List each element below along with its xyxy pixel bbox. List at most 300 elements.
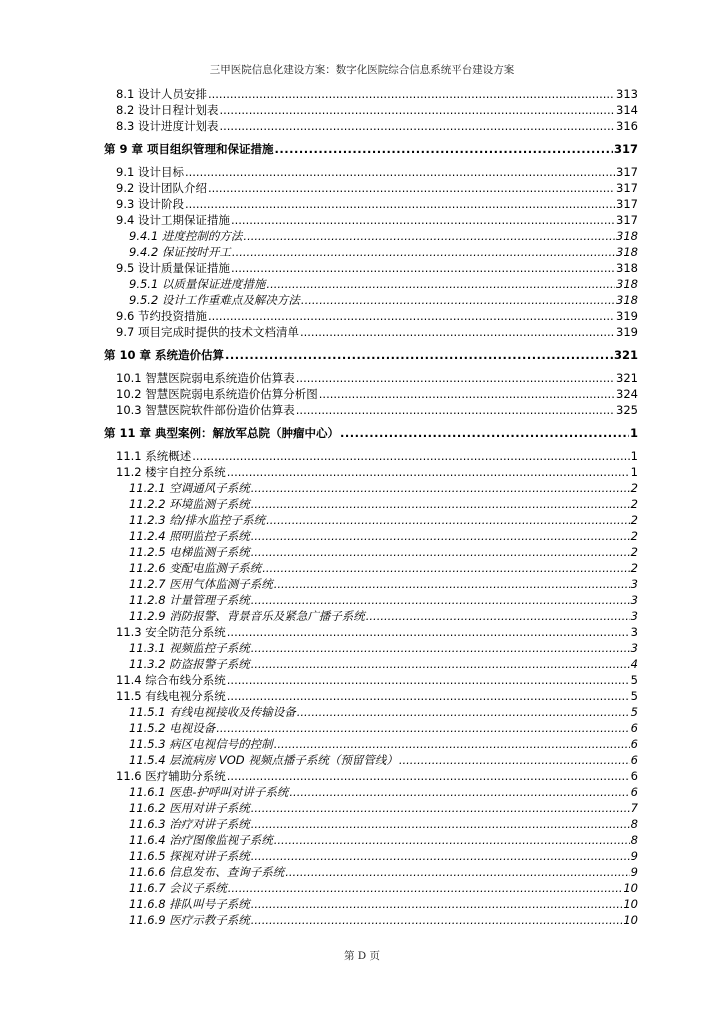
toc-page-number: 2 xyxy=(630,481,638,495)
toc-entry-title: 有线电视分系统 xyxy=(145,689,226,703)
toc-entry-label xyxy=(129,244,231,260)
dot-leader xyxy=(251,496,630,512)
toc-entry-title: 电视设备 xyxy=(169,721,216,735)
toc-entry-title: 照明监控子系统 xyxy=(169,529,250,543)
toc-entry-title: 视频监控子系统 xyxy=(169,641,250,655)
toc-entry[interactable] xyxy=(104,816,638,832)
toc-entry-number: 9.1 xyxy=(116,165,135,179)
toc-entry-label xyxy=(129,656,250,672)
toc-entry-title: 空调通风子系统 xyxy=(169,481,250,495)
toc-page-number: 5 xyxy=(630,705,638,719)
toc-entry-number: 11.5.2 xyxy=(129,721,166,735)
toc-entry-number: 9.7 xyxy=(116,325,135,339)
toc-entry-number: 11.6.9 xyxy=(129,913,166,927)
toc-entry[interactable] xyxy=(104,544,638,560)
toc-entry-number: 11.5 xyxy=(116,689,142,703)
toc-entry[interactable] xyxy=(104,276,638,292)
toc-entry-label xyxy=(129,480,250,496)
toc-page-number: 317 xyxy=(616,213,638,227)
toc-page-number: 319 xyxy=(616,309,638,323)
toc-entry-number: 11.2 xyxy=(116,465,142,479)
toc-entry-label xyxy=(129,816,250,832)
toc-page-number: 3 xyxy=(630,625,638,639)
toc-entry-number: 9.5.2 xyxy=(129,293,159,307)
toc-entry-label xyxy=(129,832,273,848)
toc-page-number: 8 xyxy=(630,833,638,847)
toc-entry[interactable] xyxy=(104,800,638,816)
dot-leader xyxy=(251,544,630,560)
toc-page-number: 6 xyxy=(630,785,638,799)
toc-entry-title: 信息发布、查询子系统 xyxy=(169,865,285,879)
toc-entry-title: 智慧医院弱电系统造价估算表 xyxy=(145,371,295,385)
toc-entry[interactable] xyxy=(104,704,638,720)
toc-entry-label xyxy=(129,640,250,656)
toc-entry[interactable] xyxy=(104,528,638,544)
toc-entry-title: 楼宇自控分系统 xyxy=(145,465,226,479)
dot-leader xyxy=(227,624,630,640)
toc-page-number: 2 xyxy=(630,561,638,575)
toc-page-number: 1 xyxy=(630,449,638,463)
toc-entry-label xyxy=(116,196,184,212)
dot-leader xyxy=(185,196,615,212)
dot-leader xyxy=(185,164,615,180)
dot-leader xyxy=(251,640,630,656)
toc-page-number: 2 xyxy=(630,513,638,527)
toc-page-number: 314 xyxy=(616,103,638,117)
dot-leader xyxy=(228,880,623,896)
toc-page-number: 321 xyxy=(613,348,638,362)
toc-entry[interactable] xyxy=(104,324,638,340)
dot-leader xyxy=(319,386,615,402)
toc-entry-label xyxy=(104,424,339,442)
toc-entry-label xyxy=(129,560,261,576)
toc-entry-title: 会议子系统 xyxy=(169,881,227,895)
toc-entry-title: 设计人员安排 xyxy=(137,87,207,101)
toc-entry[interactable] xyxy=(104,464,638,480)
toc-entry[interactable] xyxy=(104,768,638,784)
dot-leader xyxy=(266,512,630,528)
toc-entry-title: 医用气体监测子系统 xyxy=(169,577,273,591)
toc-entry[interactable] xyxy=(104,736,638,752)
dot-leader xyxy=(300,324,615,340)
toc-page-number: 317 xyxy=(616,181,638,195)
toc-entry[interactable] xyxy=(104,180,638,196)
toc-entry-number: 10.2 xyxy=(116,387,142,401)
toc-entry-label xyxy=(116,688,226,704)
dot-leader xyxy=(366,608,630,624)
toc-entry-number: 11.2.9 xyxy=(129,609,166,623)
toc-chapter-entry[interactable] xyxy=(104,346,638,364)
toc-entry-number: 9.5 xyxy=(116,261,135,275)
toc-page-number: 9 xyxy=(630,865,638,879)
toc-entry[interactable] xyxy=(104,848,638,864)
toc-page-number: 324 xyxy=(616,387,638,401)
toc-entry[interactable] xyxy=(104,896,638,912)
toc-entry[interactable] xyxy=(104,402,638,418)
toc-page-number: 317 xyxy=(613,142,638,156)
toc-entry-title: 探视对讲子系统 xyxy=(169,849,250,863)
toc-entry-title: 医患-护呼叫对讲子系统 xyxy=(169,785,289,799)
toc-entry-number: 9.5.1 xyxy=(129,277,159,291)
toc-entry-number: 9.2 xyxy=(116,181,135,195)
toc-entry-title: 环境监测子系统 xyxy=(169,497,250,511)
toc-page-number: 318 xyxy=(616,293,638,307)
toc-entry-title: 防盗报警子系统 xyxy=(169,657,250,671)
toc-entry-number: 11.2.1 xyxy=(129,481,166,495)
dot-leader xyxy=(340,424,629,442)
toc-entry[interactable] xyxy=(104,576,638,592)
toc-entry-number: 11.3.1 xyxy=(129,641,166,655)
dot-leader xyxy=(296,402,615,418)
toc-entry-label xyxy=(116,402,295,418)
toc-entry-title: 病区电视信号的控制 xyxy=(169,737,273,751)
toc-chapter-entry[interactable] xyxy=(104,140,638,158)
toc-entry[interactable] xyxy=(104,608,638,624)
toc-entry-number: 10.1 xyxy=(116,371,142,385)
toc-entry-label xyxy=(129,544,250,560)
toc-entry-label xyxy=(116,102,218,118)
dot-leader xyxy=(208,180,615,196)
toc-entry-number: 11.2.4 xyxy=(129,529,166,543)
toc-page-number: 8 xyxy=(630,817,638,831)
dot-leader xyxy=(251,800,630,816)
dot-leader xyxy=(219,118,615,134)
toc-entry-label xyxy=(129,848,250,864)
toc-entry-label xyxy=(116,86,207,102)
toc-page-number: 2 xyxy=(630,497,638,511)
toc-entry-number: 11.6 xyxy=(116,769,142,783)
toc-page-number: 317 xyxy=(616,165,638,179)
toc-entry-number: 11.2.2 xyxy=(129,497,166,511)
toc-entry-label xyxy=(129,784,288,800)
toc-entry-label xyxy=(129,496,250,512)
toc-entry-number: 第 10 章 xyxy=(104,348,152,362)
toc-entry-number: 11.6.7 xyxy=(129,881,166,895)
toc-entry-title: 治疗图像监视子系统 xyxy=(169,833,273,847)
toc-entry-number: 9.3 xyxy=(116,197,135,211)
toc-entry[interactable] xyxy=(104,592,638,608)
toc-page-number: 319 xyxy=(616,325,638,339)
toc-entry-title: 消防报警、背景音乐及紧急广播子系统 xyxy=(169,609,365,623)
toc-entry[interactable] xyxy=(104,656,638,672)
dot-leader xyxy=(296,370,615,386)
toc-entry-label xyxy=(116,164,184,180)
toc-entry[interactable] xyxy=(104,512,638,528)
toc-entry-title: 系统概述 xyxy=(145,449,192,463)
toc-entry[interactable] xyxy=(104,832,638,848)
toc-entry[interactable] xyxy=(104,228,638,244)
toc-entry[interactable] xyxy=(104,164,638,180)
toc-entry-number: 11.2.7 xyxy=(129,577,166,591)
toc-entry[interactable] xyxy=(104,386,638,402)
toc-page-number: 6 xyxy=(630,753,638,767)
toc-entry[interactable] xyxy=(104,784,638,800)
toc-entry-label xyxy=(129,752,398,768)
toc-entry-title: 设计团队介绍 xyxy=(137,181,207,195)
dot-leader xyxy=(251,848,630,864)
toc-page-number: 318 xyxy=(616,229,638,243)
toc-entry-number: 9.6 xyxy=(116,309,135,323)
toc-page-number: 318 xyxy=(616,277,638,291)
toc-entry-number: 11.6.3 xyxy=(129,817,166,831)
toc-entry[interactable] xyxy=(104,480,638,496)
toc-entry-number: 第 11 章 xyxy=(104,426,152,440)
toc-entry-number: 第 9 章 xyxy=(104,142,144,156)
toc-entry-title: 项目组织管理和保证措施 xyxy=(147,142,274,156)
table-of-contents xyxy=(104,86,638,928)
toc-entry-title: 设计工期保证措施 xyxy=(137,213,230,227)
toc-entry[interactable] xyxy=(104,688,638,704)
toc-entry-label xyxy=(116,386,318,402)
toc-page-number: 6 xyxy=(630,737,638,751)
toc-entry-label xyxy=(116,118,218,134)
toc-entry[interactable] xyxy=(104,370,638,386)
toc-entry-label xyxy=(116,308,207,324)
toc-entry-title: 排队叫号子系统 xyxy=(169,897,250,911)
toc-entry-title: 设计目标 xyxy=(137,165,184,179)
toc-entry[interactable] xyxy=(104,560,638,576)
toc-entry-label xyxy=(129,912,250,928)
toc-page-number: 317 xyxy=(616,197,638,211)
dot-leader xyxy=(251,528,630,544)
dot-leader xyxy=(243,228,615,244)
toc-entry[interactable] xyxy=(104,308,638,324)
toc-entry[interactable] xyxy=(104,448,638,464)
toc-entry-number: 11.1 xyxy=(116,449,142,463)
dot-leader xyxy=(275,140,613,158)
toc-entry-label xyxy=(129,512,265,528)
toc-entry-number: 8.3 xyxy=(116,119,135,133)
toc-entry-label xyxy=(129,896,250,912)
toc-entry-title: 设计日程计划表 xyxy=(137,103,219,117)
toc-entry-number: 8.1 xyxy=(116,87,135,101)
toc-entry-number: 10.3 xyxy=(116,403,142,417)
toc-page-number: 4 xyxy=(630,657,638,671)
toc-page-number: 3 xyxy=(630,641,638,655)
toc-entry-title: 以质量保证进度措施 xyxy=(161,277,266,291)
toc-entry-title: 有线电视接收及传输设备 xyxy=(169,705,296,719)
toc-entry[interactable] xyxy=(104,102,638,118)
toc-entry-title: 变配电监测子系统 xyxy=(169,561,262,575)
dot-leader xyxy=(266,276,615,292)
toc-entry-title: 医用对讲子系统 xyxy=(169,801,250,815)
toc-entry-title: 安全防范分系统 xyxy=(145,625,226,639)
toc-entry-title: 电梯监测子系统 xyxy=(169,545,250,559)
toc-entry-label xyxy=(129,592,250,608)
page-footer: 第 D 页 xyxy=(343,950,381,962)
toc-entry-number: 11.6.6 xyxy=(129,865,166,879)
toc-entry[interactable] xyxy=(104,196,638,212)
toc-page-number: 321 xyxy=(616,371,638,385)
dot-leader xyxy=(227,688,630,704)
toc-page-number: 313 xyxy=(616,87,638,101)
toc-entry-title: 智慧医院弱电系统造价估算分析图 xyxy=(145,387,318,401)
toc-page-number: 6 xyxy=(630,769,638,783)
page-header: 三甲医院信息化建设方案：数字化医院综合信息系统平台建设方案 xyxy=(209,64,515,76)
dot-leader xyxy=(231,212,615,228)
toc-entry-title: 进度控制的方法 xyxy=(161,229,243,243)
toc-entry-label xyxy=(116,212,230,228)
toc-entry[interactable] xyxy=(104,624,638,640)
toc-entry-number: 11.2.6 xyxy=(129,561,166,575)
dot-leader xyxy=(227,672,630,688)
toc-entry[interactable] xyxy=(104,212,638,228)
toc-entry-title: 计量管理子系统 xyxy=(169,593,250,607)
toc-entry-title: 节约投资措施 xyxy=(137,309,207,323)
dot-leader xyxy=(208,86,615,102)
toc-page-number: 9 xyxy=(630,849,638,863)
toc-entry-label xyxy=(129,276,265,292)
toc-entry-title: 医疗示教子系统 xyxy=(169,913,250,927)
toc-entry-title: 设计阶段 xyxy=(137,197,184,211)
dot-leader xyxy=(231,260,615,276)
toc-entry-label xyxy=(129,800,250,816)
toc-entry-label xyxy=(129,528,250,544)
toc-entry-title: 项目完成时提供的技术文档清单 xyxy=(137,325,299,339)
dot-leader xyxy=(219,102,615,118)
toc-entry[interactable] xyxy=(104,752,638,768)
toc-page-number: 316 xyxy=(616,119,638,133)
toc-entry-number: 11.6.4 xyxy=(129,833,166,847)
toc-entry-title: 保证按时开工 xyxy=(161,245,231,259)
toc-entry-number: 11.2.8 xyxy=(129,593,166,607)
dot-leader xyxy=(262,560,629,576)
toc-entry-label xyxy=(116,624,226,640)
toc-page-number: 1 xyxy=(630,465,638,479)
dot-leader xyxy=(192,448,629,464)
toc-entry-label xyxy=(116,464,226,480)
toc-entry-number: 9.4.2 xyxy=(129,245,159,259)
dot-leader xyxy=(251,912,623,928)
toc-entry[interactable] xyxy=(104,292,638,308)
dot-leader xyxy=(274,576,630,592)
toc-entry[interactable] xyxy=(104,672,638,688)
toc-chapter-entry[interactable] xyxy=(104,424,638,442)
toc-entry-number: 11.3.2 xyxy=(129,657,166,671)
toc-page-number: 3 xyxy=(630,609,638,623)
toc-page-number: 6 xyxy=(630,721,638,735)
toc-page-number: 5 xyxy=(630,689,638,703)
toc-page-number: 7 xyxy=(630,801,638,815)
dot-leader xyxy=(274,736,630,752)
toc-entry-label xyxy=(129,880,227,896)
toc-entry-number: 11.6.1 xyxy=(129,785,166,799)
toc-entry[interactable] xyxy=(104,864,638,880)
dot-leader xyxy=(301,292,615,308)
toc-entry-label xyxy=(129,720,215,736)
toc-page-number: 2 xyxy=(630,545,638,559)
toc-entry-label xyxy=(129,608,365,624)
toc-entry-title: 典型案例：解放军总院（肿瘤中心） xyxy=(155,426,340,440)
toc-entry-title: 层流病房 VOD 视频点播子系统（预留管线） xyxy=(169,753,398,767)
toc-page-number: 318 xyxy=(616,245,638,259)
toc-page-number: 10 xyxy=(623,881,638,895)
toc-entry-title: 设计工作重难点及解决方法 xyxy=(161,293,300,307)
toc-entry[interactable] xyxy=(104,720,638,736)
toc-entry-label xyxy=(116,448,191,464)
toc-page-number: 1 xyxy=(629,426,638,440)
toc-entry-number: 11.6.8 xyxy=(129,897,166,911)
toc-page-number: 318 xyxy=(616,261,638,275)
toc-entry-number: 11.4 xyxy=(116,673,142,687)
dot-leader xyxy=(399,752,630,768)
toc-entry-number: 8.2 xyxy=(116,103,135,117)
toc-entry-number: 9.4.1 xyxy=(129,229,159,243)
toc-entry-label xyxy=(129,576,273,592)
toc-page-number: 325 xyxy=(616,403,638,417)
toc-entry-number: 11.5.4 xyxy=(129,753,166,767)
toc-page-number: 5 xyxy=(630,673,638,687)
toc-entry-label xyxy=(116,768,226,784)
toc-entry-title: 给/排水监控子系统 xyxy=(169,513,266,527)
toc-entry-label xyxy=(116,370,295,386)
toc-entry[interactable] xyxy=(104,640,638,656)
toc-page-number: 3 xyxy=(630,577,638,591)
toc-entry-number: 9.4 xyxy=(116,213,135,227)
toc-entry[interactable] xyxy=(104,496,638,512)
dot-leader xyxy=(251,592,630,608)
toc-entry-label xyxy=(129,292,300,308)
dot-leader xyxy=(227,768,630,784)
toc-entry-title: 系统造价估算 xyxy=(155,348,225,362)
toc-entry-number: 11.3 xyxy=(116,625,142,639)
dot-leader xyxy=(216,720,629,736)
dot-leader xyxy=(289,784,629,800)
toc-entry[interactable] xyxy=(104,86,638,102)
toc-entry-label xyxy=(116,260,230,276)
toc-entry-number: 11.5.3 xyxy=(129,737,166,751)
toc-entry-number: 11.5.1 xyxy=(129,705,166,719)
dot-leader xyxy=(251,480,630,496)
dot-leader xyxy=(232,244,615,260)
dot-leader xyxy=(251,816,630,832)
dot-leader xyxy=(274,832,630,848)
toc-entry-title: 治疗对讲子系统 xyxy=(169,817,250,831)
toc-page-number: 2 xyxy=(630,529,638,543)
dot-leader xyxy=(251,896,623,912)
toc-entry-label xyxy=(129,736,273,752)
toc-entry-title: 综合布线分系统 xyxy=(145,673,226,687)
toc-entry-label xyxy=(104,346,224,364)
toc-entry-label xyxy=(129,228,242,244)
dot-leader xyxy=(225,346,613,364)
toc-entry[interactable] xyxy=(104,880,638,896)
toc-entry-label xyxy=(116,672,226,688)
toc-entry[interactable] xyxy=(104,912,638,928)
toc-entry-number: 11.2.5 xyxy=(129,545,166,559)
toc-entry-label xyxy=(116,324,299,340)
toc-entry[interactable] xyxy=(104,118,638,134)
toc-entry[interactable] xyxy=(104,244,638,260)
toc-entry-number: 11.6.5 xyxy=(129,849,166,863)
dot-leader xyxy=(227,464,630,480)
toc-entry[interactable] xyxy=(104,260,638,276)
toc-entry-title: 智慧医院软件部份造价估算表 xyxy=(145,403,295,417)
toc-entry-title: 设计质量保证措施 xyxy=(137,261,230,275)
dot-leader xyxy=(251,656,630,672)
toc-entry-number: 11.2.3 xyxy=(129,513,166,527)
toc-entry-label xyxy=(104,140,274,158)
toc-entry-label xyxy=(116,180,207,196)
dot-leader xyxy=(297,704,630,720)
toc-entry-label xyxy=(129,864,284,880)
toc-entry-label xyxy=(129,704,296,720)
dot-leader xyxy=(208,308,615,324)
toc-entry-title: 医疗辅助分系统 xyxy=(145,769,226,783)
toc-page-number: 10 xyxy=(623,897,638,911)
toc-entry-title: 设计进度计划表 xyxy=(137,119,219,133)
toc-entry-number: 11.6.2 xyxy=(129,801,166,815)
